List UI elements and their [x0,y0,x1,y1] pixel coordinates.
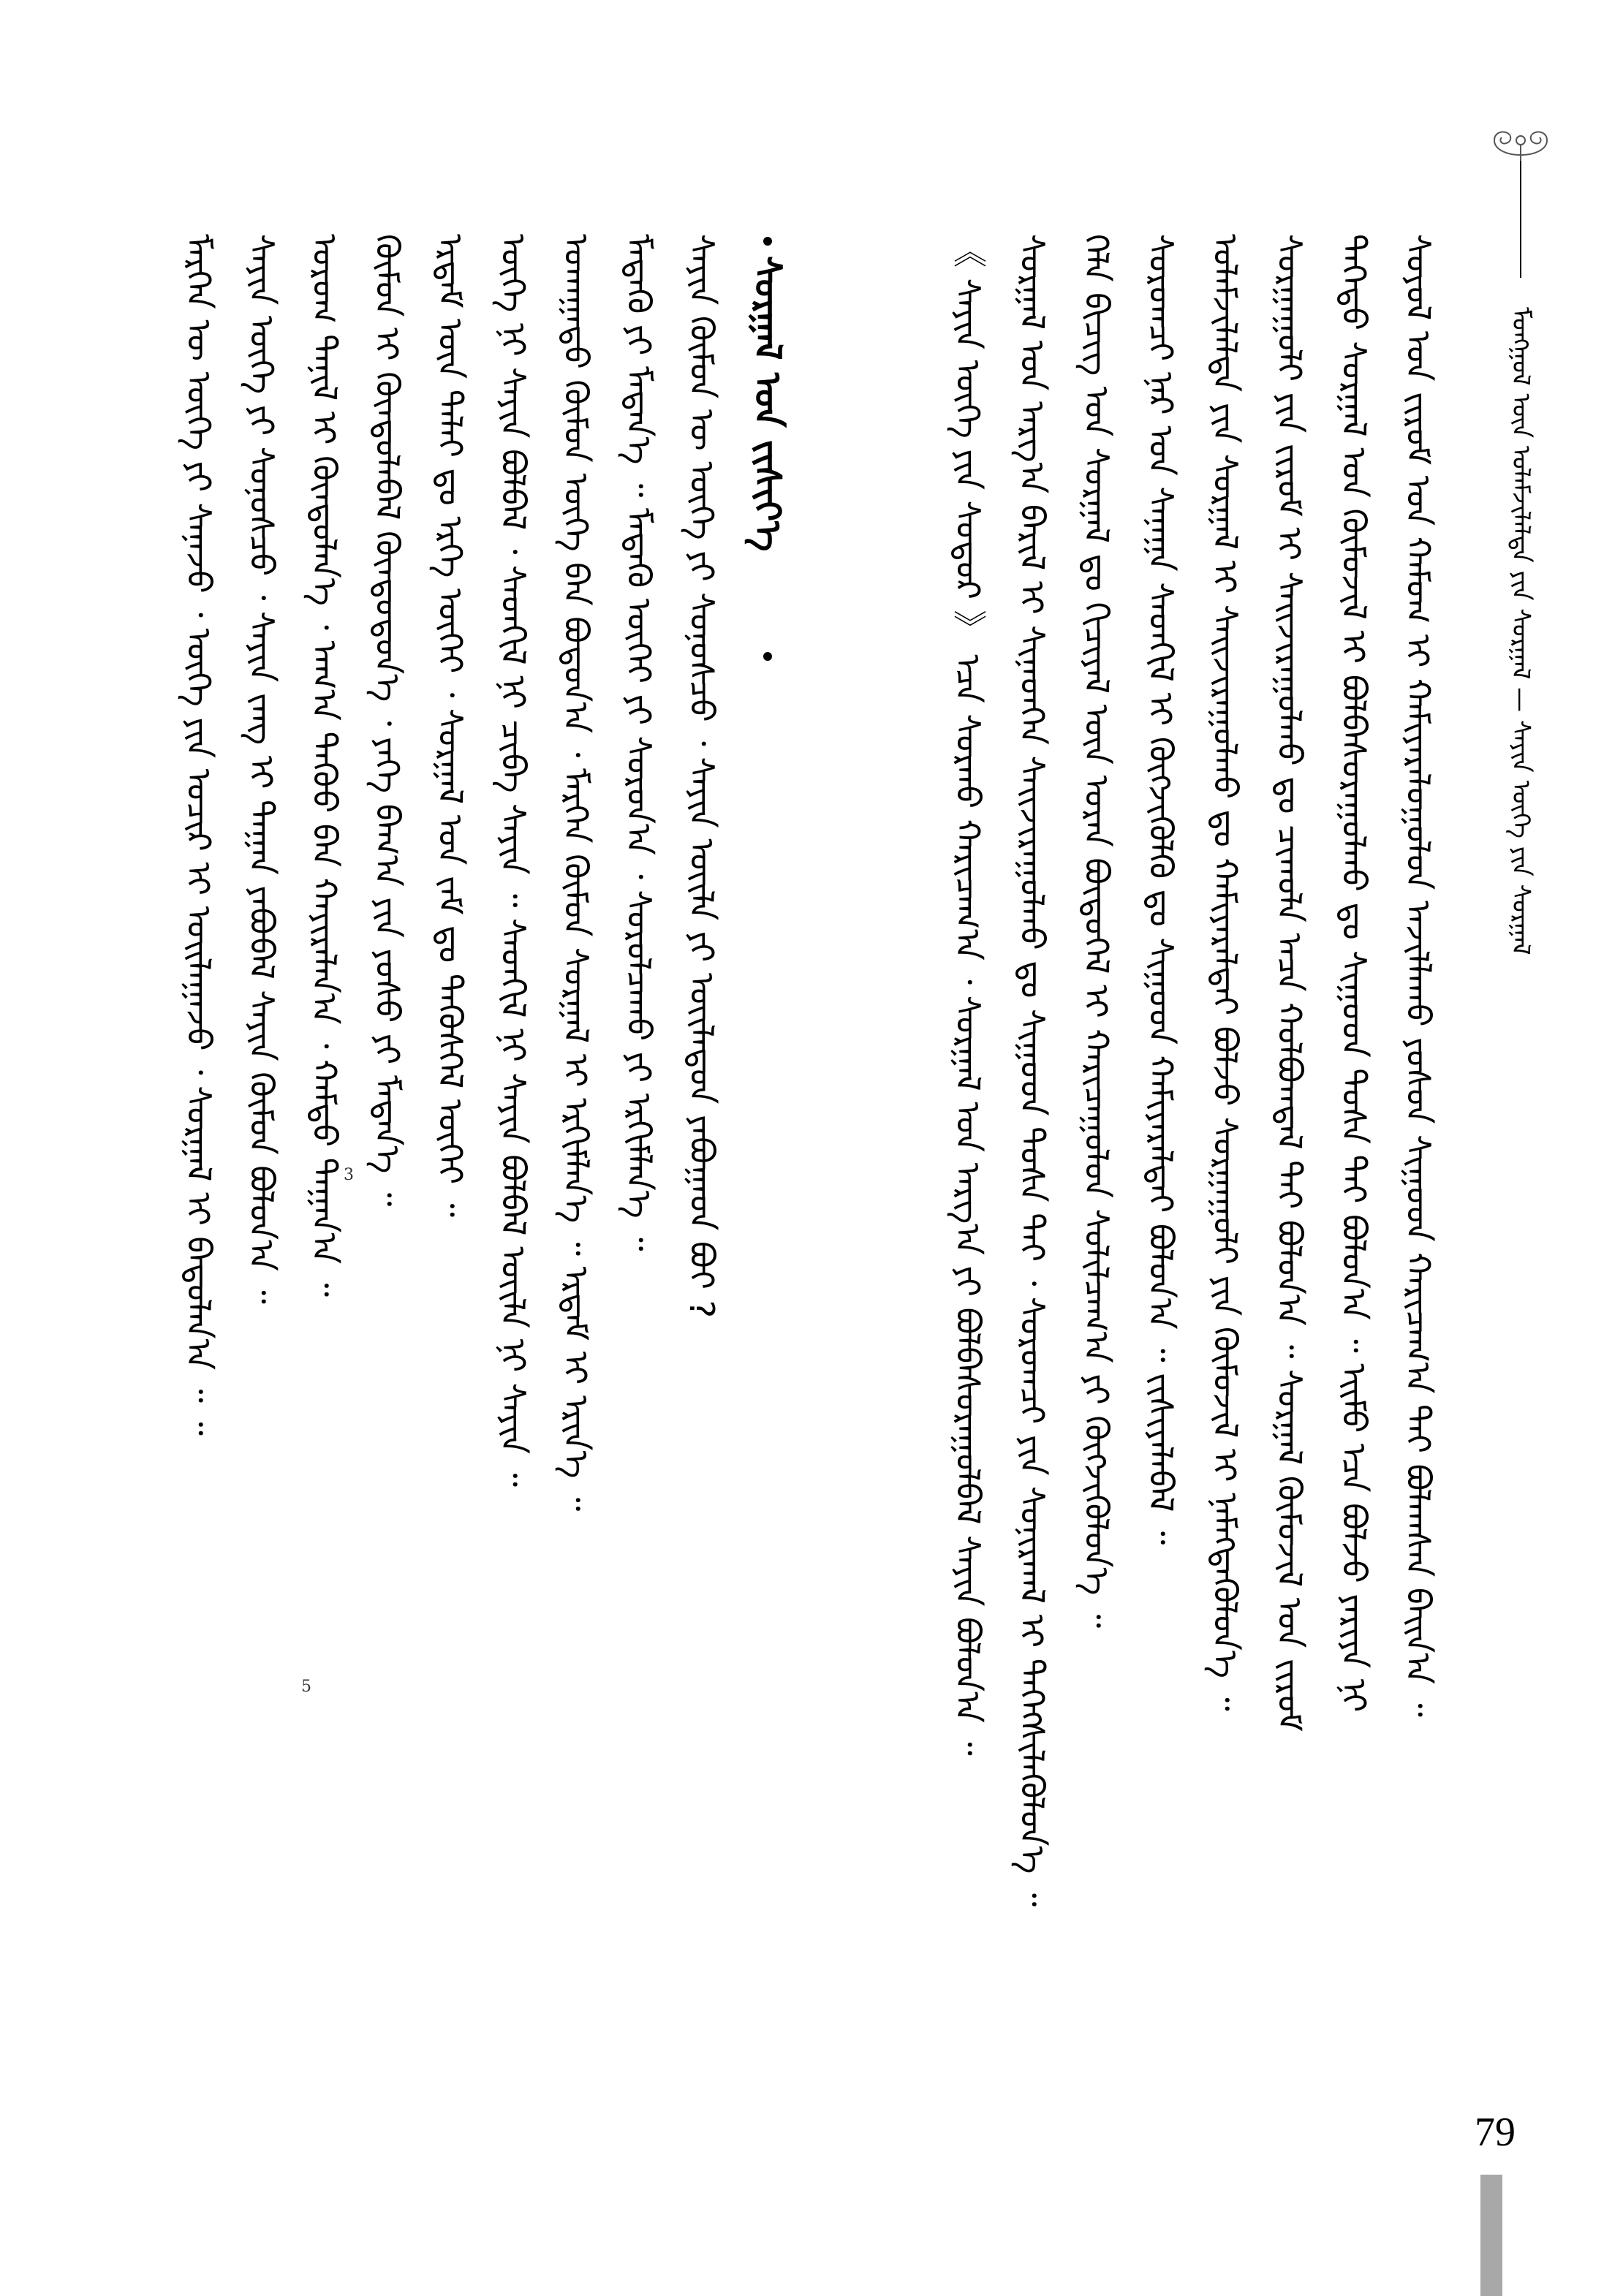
poem-column: ᠰᠠᠶᠢᠨ ᠦᠭᠡ ᠶᠢ ᠰᠣᠨᠣᠰᠴᠤ ᠂ ᠰᠠᠶᠢᠨ ᠵᠠᠩ ᠢ ᠳᠠᠭᠠᠨ ᠶᠠᠪᠤᠪᠠᠯ ᠰᠠᠶᠢᠨ ᠬᠦᠮᠦᠨ ᠪᠣᠯᠤᠨ᠎ᠠ ᠃ [242,234,281,1304]
section-heading: ᠰᠤᠷᠭᠠᠯ ᠤᠨ ᠵᠢᠱᠢᠶ᠎ᠡ [746,256,789,552]
ornament-icon [1484,123,1557,161]
poem-column: ᠮᠡᠳᠡᠬᠦ ᠶᠢ ᠮᠡᠳᠡᠨ᠎ᠡ ᠃ ᠮᠡᠳᠡᠬᠦ ᠦᠭᠡᠢ ᠶᠢ ᠰᠤᠷᠤᠨ᠎ᠠ ᠂ ᠰᠤᠷᠤᠯᠴᠠᠬᠤ ᠶᠢ ᠡᠷᠬᠢᠮᠯᠡᠨ᠎ᠡ ᠃ [619,234,659,1251]
footnote-marker: 5 [301,1678,311,1696]
prose-column: ᠰᠤᠷᠭᠠᠭᠤᠯᠢ ᠶᠢᠨ ᠵᠢᠷᠤᠮ ᠢ ᠰᠠᠢᠵᠢᠷᠠᠭᠤᠯᠬᠤ ᠳᠤ ᠴᠢᠬᠤᠯᠠ ᠠᠴᠠ ᠬᠣᠯᠪᠣᠭᠳᠠᠯ ᠲᠠᠢ ᠪᠣᠯᠤᠨ᠎ᠠ ᠃ ᠰᠤᠷᠭᠠᠯ ᠬᠥᠮᠦᠵᠢᠯ ᠤᠨ ᠵᠢᠷᠤᠮ [1270,234,1309,1732]
bullet-bottom-icon [763,652,772,661]
poem-column: ᠬᠦᠮᠦᠨ ᠢ ᠬᠦᠨᠳᠦᠯᠡᠪᠡᠯ ᠬᠦᠨᠳᠦᠳᠦᠨ᠎ᠡ ᠂ ᠶᠡᠬᠡ ᠪᠠᠭ᠎ᠠ ᠶᠢᠨ ᠶᠣᠰᠤ ᠶᠢ ᠮᠡᠳᠡᠨ᠎ᠡ ᠃ [368,234,407,1207]
page-number: 79 [1475,2110,1516,2155]
prose-column: ᠬᠡᠯᠡ ᠪᠢᠴᠢᠭ ᠤᠨ ᠰᠤᠷᠭᠠᠯ ᠳᠤ ᠬᠢᠴᠢᠶᠡᠯ ᠦᠨ ᠤᠷᠠᠨ ᠪᠦᠲᠦᠭᠡᠯ ᠢ ᠬᠠᠷᠢᠴᠠᠭᠤᠯᠤᠨ ᠰᠣᠯᠢᠯᠴᠠᠭ᠎ᠠ ᠶᠢ ᠬᠥᠭᠵᠢᠭᠦᠯᠦᠨ᠎ᠡ ᠃ [1077,234,1116,1629]
footnote-marker: 3 [344,1166,354,1184]
bullet-top-icon [763,237,772,246]
running-header: ᠮᠣᠩᠭᠣᠯ ᠦᠨ ᠤᠯᠠᠮᠵᠢᠯᠠᠯᠳᠠ ᠶᠢᠨ ᠰᠤᠷᠭᠠᠯ — ᠰᠠᠶᠢᠨ ᠦᠭᠡ ᠶᠢᠨ ᠰᠤᠷᠭᠠᠯ [1506,307,1535,955]
poem-column: ᠤᠬᠠᠭᠠᠲᠤ ᠬᠦᠮᠦᠨ ᠦᠭᠡ ᠪᠡᠨ ᠪᠣᠳᠤᠨ᠎ᠠ ᠂ ᠮᠡᠷᠭᠡᠨ ᠬᠦᠮᠦᠨ ᠰᠤᠷᠭᠠᠯ ᠢ ᠡᠷᠬᠢᠮᠯᠡᠨ᠎ᠡ ᠃ ᠡᠷᠳᠡᠮ ᠢ ᠡᠷᠢᠨ᠎ᠡ ᠃ [556,234,596,1512]
poem-column: ᠰᠠᠶᠢᠨ ᠬᠦᠮᠦᠨ ᠦ ᠦᠭᠡ ᠶᠢ ᠰᠣᠨᠣᠰᠴᠤ ᠂ ᠰᠠᠶᠢᠨ ᠦᠢᠯᠡ ᠶᠢ ᠦᠢᠯᠡᠳᠦᠨ ᠶᠠᠪᠤᠭᠠᠳ ᠪᠣᠢ ? [682,234,722,1318]
poem-column: ᠡᠷᠳᠡᠮ ᠦᠨ ᠳᠠᠯᠠᠢ ᠳᠤ ᠡᠷᠭᠡ ᠦᠭᠡᠢ ᠂ ᠰᠤᠷᠭᠠᠯ ᠤᠨ ᠵᠠᠮ ᠳᠤ ᠲᠡᠭᠦᠰᠬᠡᠯ ᠦᠭᠡᠢ ᠃ [431,234,470,1218]
poem-column: ᠤᠷᠤᠭ ᠲᠠᠨᠢᠯ ᠢ ᠬᠦᠨᠳᠦᠯᠡᠨ᠎ᠡ ᠂ ᠠᠬ᠎ᠠ ᠳᠡᠭᠦᠦ ᠪᠡᠨ ᠬᠠᠶᠢᠷᠠᠯᠠᠨ᠎ᠠ ᠂ ᠬᠠᠮᠲᠤ ᠳᠠᠭᠠᠨ᠎ᠠ ᠃ [305,234,344,1297]
prose-column: ᠰᠣᠶᠣᠯ ᠤᠨ ᠵᠢᠷᠤᠮ ᠤᠨ ᠬᠠᠮᠤᠭ ᠢ ᠬᠠᠮᠢᠶᠠᠷᠠᠯᠤᠭᠤᠯᠤᠨ ᠠᠵᠢᠯᠯᠠᠬᠤ ᠶᠤᠰᠤᠨ ᠰᠢᠭᠤᠳ ᠬᠠᠷᠢᠴᠠᠭ᠎ᠠ ᠲᠠᠢ ᠪᠣᠯᠠᠭᠰᠠᠨ ᠪᠠᠢᠨ᠎ᠠ ᠃ [1399,234,1438,1717]
poem-column: ᠮᠡᠷᠭᠡᠨ ᠦ ᠦᠭᠡ ᠶᠢ ᠰᠠᠨᠠᠵᠤ ᠂ ᠦᠭᠡ ᠶᠢᠨ ᠤᠴᠢᠷ ᠢ ᠣᠢᠯᠠᠭᠠᠵᠤ ᠂ ᠰᠤᠷᠭᠠᠯ ᠢ ᠪᠠᠲᠤᠯᠠᠨ᠎ᠠ ᠃ ᠃ [179,234,219,1436]
prose-column: ᠰᠤᠷᠤᠭᠴᠢ ᠨᠠᠷ ᠤᠨ ᠰᠠᠨᠠᠭᠠ ᠰᠡᠳᠬᠢᠯ ᠢ ᠬᠥᠭᠵᠢᠭᠦᠯᠬᠦ ᠳᠤ ᠰᠢᠭᠤᠳ ᠬᠠᠮᠢᠶᠠᠷᠠᠯᠲᠠᠢ ᠪᠣᠯᠤᠨ᠎ᠠ ᠃ ᠵᠢᠱᠢᠶᠡᠯᠡᠪᠡᠯ ᠃ [1141,234,1181,1545]
prose-column: ᠤᠯᠠᠮᠵᠢᠯᠠᠯᠳᠠ ᠶᠢᠨ ᠰᠤᠷᠭᠠᠯ ᠢ ᠰᠠᠢᠵᠢᠷᠠᠭᠤᠯᠬᠤ ᠳᠤ ᠬᠠᠮᠢᠶᠠᠷᠠᠯᠲᠠᠢ ᠪᠣᠯᠵᠤ ᠰᠤᠷᠭᠠᠭᠤᠯᠢ ᠶᠢᠨ ᠬᠦᠮᠦᠵᠢᠯ ᠢ ᠨᠡᠮᠡᠭᠳᠡᠭᠦᠯᠦᠨ᠎ᠡ ᠃ [1206,234,1245,1711]
prose-column: 《 ᠰᠠᠶᠢᠨ ᠦᠭᠡ ᠶᠢᠨ ᠰᠤᠳᠤᠷ 》 ᠡᠴᠡ ᠰᠤᠷᠬᠤ ᠬᠠᠷᠢᠴᠠᠭ᠎ᠠ ᠂ ᠰᠤᠷᠭᠠᠯ ᠤᠨ ᠠᠷᠭ᠎ᠠ ᠶᠢ ᠪᠣᠯᠪᠠᠰᠤᠷᠠᠭᠤᠯᠪᠠᠯ ᠰᠠᠶᠢᠨ ᠪᠣᠯᠤᠨ᠎ᠠ ᠃ [948,234,988,1756]
prose-column: ᠳᠡᠭᠡᠳᠦ ᠰᠤᠷᠭᠠᠯ ᠤᠨ ᠬᠥᠮᠦᠵᠢᠯ ᠢ ᠪᠣᠯᠪᠠᠰᠤᠷᠠᠭᠤᠯᠬᠤ ᠳᠤ ᠰᠢᠭᠤᠳ ᠲᠤᠰᠠ ᠲᠠᠢ ᠪᠣᠯᠤᠨ᠎ᠠ ᠃ ᠡᠢᠮᠦ ᠡᠴᠡ ᠪᠣᠯᠵᠤ ᠶᠠᠷᠢᠶᠠ ᠨᠢ [1334,234,1374,1713]
poem-column: ᠦᠭᠡ ᠨᠢ ᠰᠠᠶᠢᠨ ᠪᠣᠯᠪᠠᠯ ᠂ ᠰᠡᠳᠬᠢᠯ ᠨᠢ ᠴᠢᠪᠠ ᠰᠠᠶᠢᠨ ᠃ ᠰᠡᠳᠬᠢᠯ ᠨᠢ ᠰᠠᠶᠢᠨ ᠪᠣᠯᠪᠠᠯ ᠦᠢᠯᠡ ᠨᠢ ᠰᠠᠶᠢᠨ ᠃ [493,234,533,1488]
page-edge-tab [1480,2175,1502,2296]
header-rule [1520,161,1521,278]
prose-column: ᠰᠤᠷᠭᠠᠯ ᠤᠨ ᠠᠷᠭ᠎ᠠ ᠪᠠᠷᠢᠯ ᠢ ᠰᠢᠨᠡᠳᠭᠡᠨ ᠰᠠᠢᠵᠢᠷᠠᠭᠤᠯᠬᠤ ᠳᠤ ᠰᠢᠭᠤᠳ ᠲᠤᠰᠠ ᠲᠠᠢ ᠂ ᠰᠤᠷᠤᠭᠴᠢ ᠶᠢᠨ ᠰᠣᠨᠢᠷᠬᠠᠯ ᠢ ᠳᠡᠭᠡᠭᠰᠢᠯᠡᠭᠦᠯᠦᠨ᠎ᠡ ᠃ [1013,234,1052,1907]
